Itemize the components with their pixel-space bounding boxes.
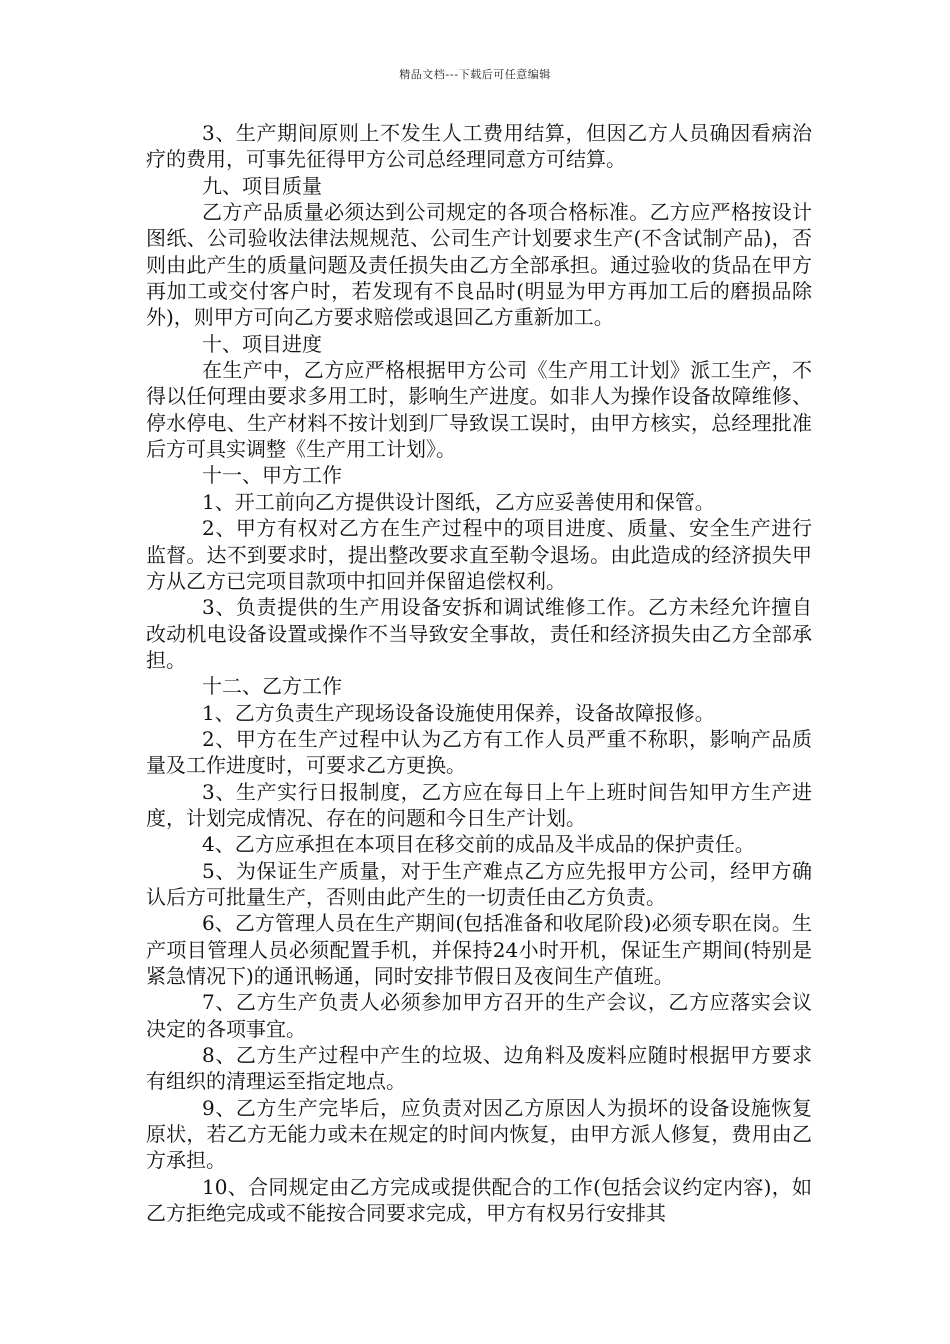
section-heading: 十、项目进度 [202, 331, 322, 356]
paragraph: 8、乙方生产过程中产生的垃圾、边角料及废料应随时根据甲方要求有组织的清理运至指定地点。 [146, 1043, 812, 1094]
paragraph: 乙方产品质量必须达到公司规定的各项合格标准。乙方应严格按设计图纸、公司验收法律法规规范、公司生产计划要求生产(不含试制产品)，否则由此产生的质量问题及责任损失由乙方全部承担。通过验收的货品在甲方再加工或交付客户时，若发现有不良品时(明显为甲方再加工后的磨损品除外)，则甲方可向乙方要求赔偿或退回乙方重新加工。 [146, 200, 812, 330]
paragraph: 7、乙方生产负责人必须参加甲方召开的生产会议，乙方应落实会议决定的各项事宜。 [146, 990, 812, 1041]
paragraph: 3、生产实行日报制度，乙方应在每日上午上班时间告知甲方生产进度，计划完成情况、存在的问题和今日生产计划。 [146, 779, 812, 830]
section-heading: 十一、甲方工作 [202, 463, 342, 488]
paragraph: 3、负责提供的生产用设备安拆和调试维修工作。乙方未经允许擅自改动机电设备设置或操作不当导致安全事故，责任和经济损失由乙方全部承担。 [146, 595, 812, 672]
paragraph: 在生产中，乙方应严格根据甲方公司《生产用工计划》派工生产，不得以任何理由要求多用工时，影响生产进度。如非人为操作设备故障维修、停水停电、生产材料不按计划到厂导致误工误时，由甲方核实，总经理批准后方可具实调整《生产用工计划》。 [146, 358, 812, 462]
section-heading: 十二、乙方工作 [202, 674, 342, 699]
paragraph: 9、乙方生产完毕后，应负责对因乙方原因人为损坏的设备设施恢复原状，若乙方无能力或未在规定的时间内恢复，由甲方派人修复，费用由乙方承担。 [146, 1095, 812, 1173]
paragraph: 6、乙方管理人员在生产期间(包括准备和收尾阶段)必须专职在岗。生产项目管理人员必须配置手机，并保持24小时开机，保证生产期间(特别是紧急情况下)的通讯畅通，同时安排节假日及夜间生产值班。 [146, 911, 812, 988]
paragraph: 2、甲方有权对乙方在生产过程中的项目进度、质量、安全生产进行监督。达不到要求时，提出整改要求直至勒令退场。由此造成的经济损失甲方从乙方已完项目款项中扣回并保留追偿权利。 [146, 516, 812, 593]
paragraph: 5、为保证生产质量，对于生产难点乙方应先报甲方公司，经甲方确认后方可批量生产，否则由此产生的一切责任由乙方负责。 [146, 858, 812, 909]
page-header: 精品文档---下载后可任意编辑 [399, 68, 551, 81]
paragraph: 1、乙方负责生产现场设备设施使用保养，设备故障报修。 [202, 700, 715, 725]
paragraph: 10、合同规定由乙方完成或提供配合的工作(包括会议约定内容)，如乙方拒绝完成或不能按合同要求完成，甲方有权另行安排其 [146, 1174, 812, 1226]
paragraph: 3、生产期间原则上不发生人工费用结算，但因乙方人员确因看病治疗的费用，可事先征得甲方公司总经理同意方可结算。 [146, 121, 812, 172]
paragraph: 1、开工前向乙方提供设计图纸，乙方应妥善使用和保管。 [202, 489, 715, 514]
section-heading: 九、项目质量 [202, 173, 322, 198]
paragraph: 2、甲方在生产过程中认为乙方有工作人员严重不称职，影响产品质量及工作进度时，可要求乙方更换。 [146, 726, 812, 778]
document-body [146, 120, 812, 1226]
paragraph: 4、乙方应承担在本项目在移交前的成品及半成品的保护责任。 [202, 832, 755, 857]
